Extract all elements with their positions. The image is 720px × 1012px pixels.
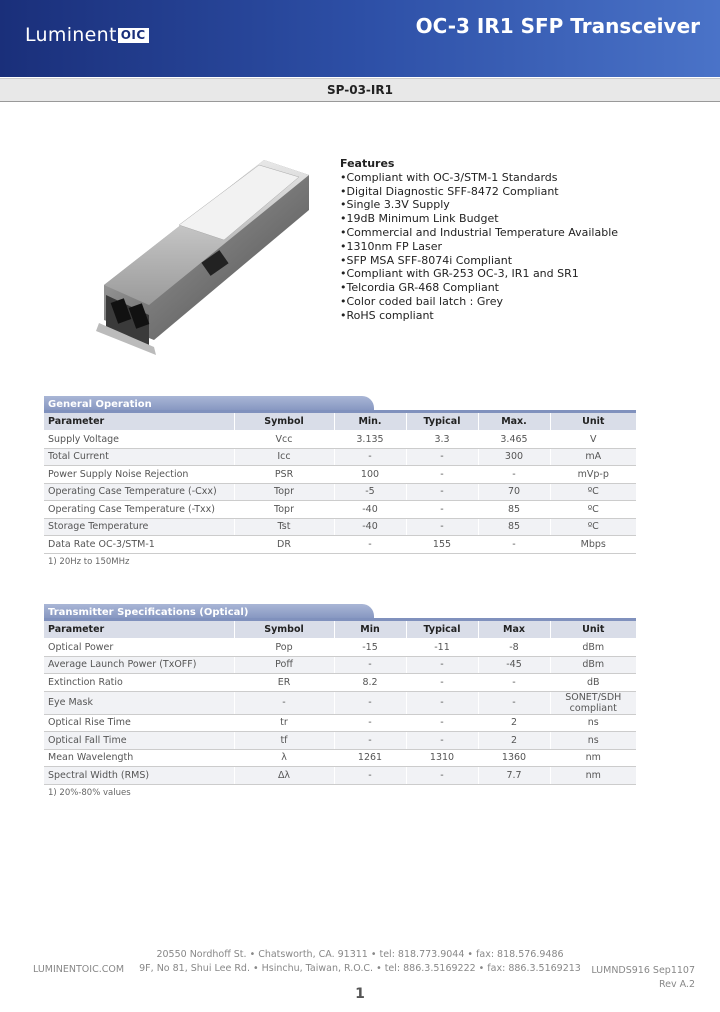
table-cell: Storage Temperature: [44, 518, 234, 536]
feature-item: • Compliant with OC-3/STM-1 Standards: [340, 171, 618, 185]
company-logo: [25, 23, 149, 47]
section-title: Transmitter Specifications (Optical): [44, 604, 374, 621]
table-cell: -: [406, 674, 478, 692]
table-cell: -: [334, 448, 406, 466]
table-cell: 3.3: [406, 431, 478, 449]
table-row: [44, 767, 636, 785]
table-row: [44, 674, 636, 692]
table-cell: 300: [478, 448, 550, 466]
table-cell: -: [406, 448, 478, 466]
table-row: [44, 483, 636, 501]
table-cell: Topr: [234, 483, 334, 501]
table-cell: -8: [478, 639, 550, 657]
table-row: [44, 639, 636, 657]
table-cell: tf: [234, 732, 334, 750]
table-cell: ºC: [550, 501, 636, 519]
table-cell: PSR: [234, 466, 334, 484]
table-cell: Eye Mask: [44, 691, 234, 714]
table-cell: ER: [234, 674, 334, 692]
table-row: [44, 714, 636, 732]
table-cell: Operating Case Temperature (-Cxx): [44, 483, 234, 501]
table-row: [44, 691, 636, 714]
logo-box: OIC: [118, 28, 149, 43]
table-row: [44, 749, 636, 767]
table-cell: 1310: [406, 749, 478, 767]
table-cell: -: [406, 518, 478, 536]
doc-id: LUMNDS916 Sep1107: [591, 965, 695, 976]
feature-item: • SFP MSA SFF-8074i Compliant: [340, 254, 618, 268]
col-header: Typical: [406, 413, 478, 431]
table-row: [44, 536, 636, 554]
feature-item: • Digital Diagnostic SFF-8472 Compliant: [340, 185, 618, 199]
table-cell: -: [334, 536, 406, 554]
table-cell: -: [478, 674, 550, 692]
table-cell: 3.465: [478, 431, 550, 449]
table-cell: Mean Wavelength: [44, 749, 234, 767]
table-cell: -: [334, 767, 406, 785]
table-cell: -: [406, 714, 478, 732]
table-cell: 85: [478, 501, 550, 519]
table-cell: 2: [478, 732, 550, 750]
table-cell: -: [406, 656, 478, 674]
table-cell: Optical Power: [44, 639, 234, 657]
feature-item: • Commercial and Industrial Temperature Available: [340, 226, 618, 240]
logo-text: Luminent: [25, 24, 117, 46]
col-header: Max.: [478, 413, 550, 431]
table-cell: Average Launch Power (TxOFF): [44, 656, 234, 674]
page-number: 1: [355, 986, 365, 1002]
table-cell: ºC: [550, 483, 636, 501]
table-cell: Pop: [234, 639, 334, 657]
transceiver-image: [84, 155, 314, 360]
table-row: [44, 732, 636, 750]
table-cell: DR: [234, 536, 334, 554]
table-row: [44, 518, 636, 536]
col-header: Unit: [550, 413, 636, 431]
table-cell: 2: [478, 714, 550, 732]
col-header: Parameter: [44, 413, 234, 431]
table-cell: mVp-p: [550, 466, 636, 484]
table-cell: -: [406, 501, 478, 519]
website-link[interactable]: LUMINENTOIC.COM: [33, 964, 125, 975]
table-cell: -: [334, 691, 406, 714]
table-cell: 100: [334, 466, 406, 484]
table-cell: -: [478, 536, 550, 554]
table-cell: 1261: [334, 749, 406, 767]
feature-item: • 1310nm FP Laser: [340, 240, 618, 254]
table-cell: Data Rate OC-3/STM-1: [44, 536, 234, 554]
table-cell: Total Current: [44, 448, 234, 466]
table-cell: mA: [550, 448, 636, 466]
table-cell: -: [478, 691, 550, 714]
table-cell: tr: [234, 714, 334, 732]
address-line: 20550 Nordhoff St. • Chatsworth, CA. 91311 • tel: 818.773.9044 • fax: 818.576.9486: [156, 949, 564, 960]
table-cell: 3.135: [334, 431, 406, 449]
table-cell: -5: [334, 483, 406, 501]
col-header: Symbol: [234, 413, 334, 431]
table-cell: -: [234, 691, 334, 714]
table-cell: 70: [478, 483, 550, 501]
table-cell: Spectral Width (RMS): [44, 767, 234, 785]
table-cell: -: [406, 732, 478, 750]
table-cell: dB: [550, 674, 636, 692]
col-header: Min.: [334, 413, 406, 431]
table-cell: dBm: [550, 656, 636, 674]
table-cell: ºC: [550, 518, 636, 536]
table-cell: -: [406, 691, 478, 714]
table-cell: 1360: [478, 749, 550, 767]
feature-item: • Compliant with GR-253 OC-3, IR1 and SR1: [340, 267, 618, 281]
table-cell: Poff: [234, 656, 334, 674]
table-cell: -: [334, 714, 406, 732]
feature-item: • RoHS compliant: [340, 309, 618, 323]
feature-item: • Telcordia GR-468 Compliant: [340, 281, 618, 295]
table-cell: SONET/SDH compliant: [550, 691, 636, 714]
feature-item: • Single 3.3V Supply: [340, 198, 618, 212]
table-cell: 155: [406, 536, 478, 554]
table-cell: -15: [334, 639, 406, 657]
table-cell: V: [550, 431, 636, 449]
table-cell: Icc: [234, 448, 334, 466]
table-note: 1) 20Hz to 150MHz: [48, 556, 130, 567]
table-cell: Tst: [234, 518, 334, 536]
revision: Rev A.2: [658, 979, 695, 990]
section-title: General Operation: [44, 396, 374, 413]
table-cell: λ: [234, 749, 334, 767]
table-cell: -: [334, 656, 406, 674]
address-line: 9F, No 81, Shui Lee Rd. • Hsinchu, Taiwan, R.O.C. • tel: 886.3.5169222 • fax: 886.3.5169213: [139, 963, 581, 974]
table-cell: -45: [478, 656, 550, 674]
page-header: [0, 0, 720, 77]
part-number: SP-03-IR1: [0, 78, 720, 102]
table-cell: Δλ: [234, 767, 334, 785]
table-cell: 85: [478, 518, 550, 536]
table-row: [44, 448, 636, 466]
feature-item: • Color coded bail latch : Grey: [340, 295, 618, 309]
table-cell: nm: [550, 749, 636, 767]
table-note: 1) 20%-80% values: [48, 787, 131, 798]
table-cell: Power Supply Noise Rejection: [44, 466, 234, 484]
table-cell: Extinction Ratio: [44, 674, 234, 692]
table-cell: Operating Case Temperature (-Txx): [44, 501, 234, 519]
table-cell: dBm: [550, 639, 636, 657]
document-title: OC-3 IR1 SFP Transceiver: [415, 14, 700, 38]
col-header: Max: [478, 621, 550, 639]
transmitter-section: [44, 604, 636, 798]
transmitter-table: [44, 621, 636, 785]
table-row: [44, 656, 636, 674]
col-header: Parameter: [44, 621, 234, 639]
table-cell: -: [406, 767, 478, 785]
table-cell: 7.7: [478, 767, 550, 785]
table-header-row: [44, 413, 636, 431]
table-row: [44, 501, 636, 519]
general-operation-table: [44, 413, 636, 554]
table-cell: -: [406, 483, 478, 501]
table-cell: -: [478, 466, 550, 484]
table-cell: Optical Fall Time: [44, 732, 234, 750]
table-cell: -11: [406, 639, 478, 657]
table-cell: 8.2: [334, 674, 406, 692]
general-operation-section: [44, 396, 636, 567]
table-cell: Supply Voltage: [44, 431, 234, 449]
table-cell: ns: [550, 732, 636, 750]
table-cell: -: [406, 466, 478, 484]
table-cell: Topr: [234, 501, 334, 519]
table-header-row: [44, 621, 636, 639]
col-header: Unit: [550, 621, 636, 639]
feature-item: • 19dB Minimum Link Budget: [340, 212, 618, 226]
table-cell: Mbps: [550, 536, 636, 554]
col-header: Min: [334, 621, 406, 639]
col-header: Symbol: [234, 621, 334, 639]
table-cell: -40: [334, 501, 406, 519]
table-cell: Vcc: [234, 431, 334, 449]
table-cell: nm: [550, 767, 636, 785]
table-cell: ns: [550, 714, 636, 732]
col-header: Typical: [406, 621, 478, 639]
table-row: [44, 466, 636, 484]
table-cell: -40: [334, 518, 406, 536]
features-title: Features: [340, 157, 395, 170]
table-cell: Optical Rise Time: [44, 714, 234, 732]
table-cell: -: [334, 732, 406, 750]
features-list: [340, 157, 618, 323]
table-row: [44, 431, 636, 449]
